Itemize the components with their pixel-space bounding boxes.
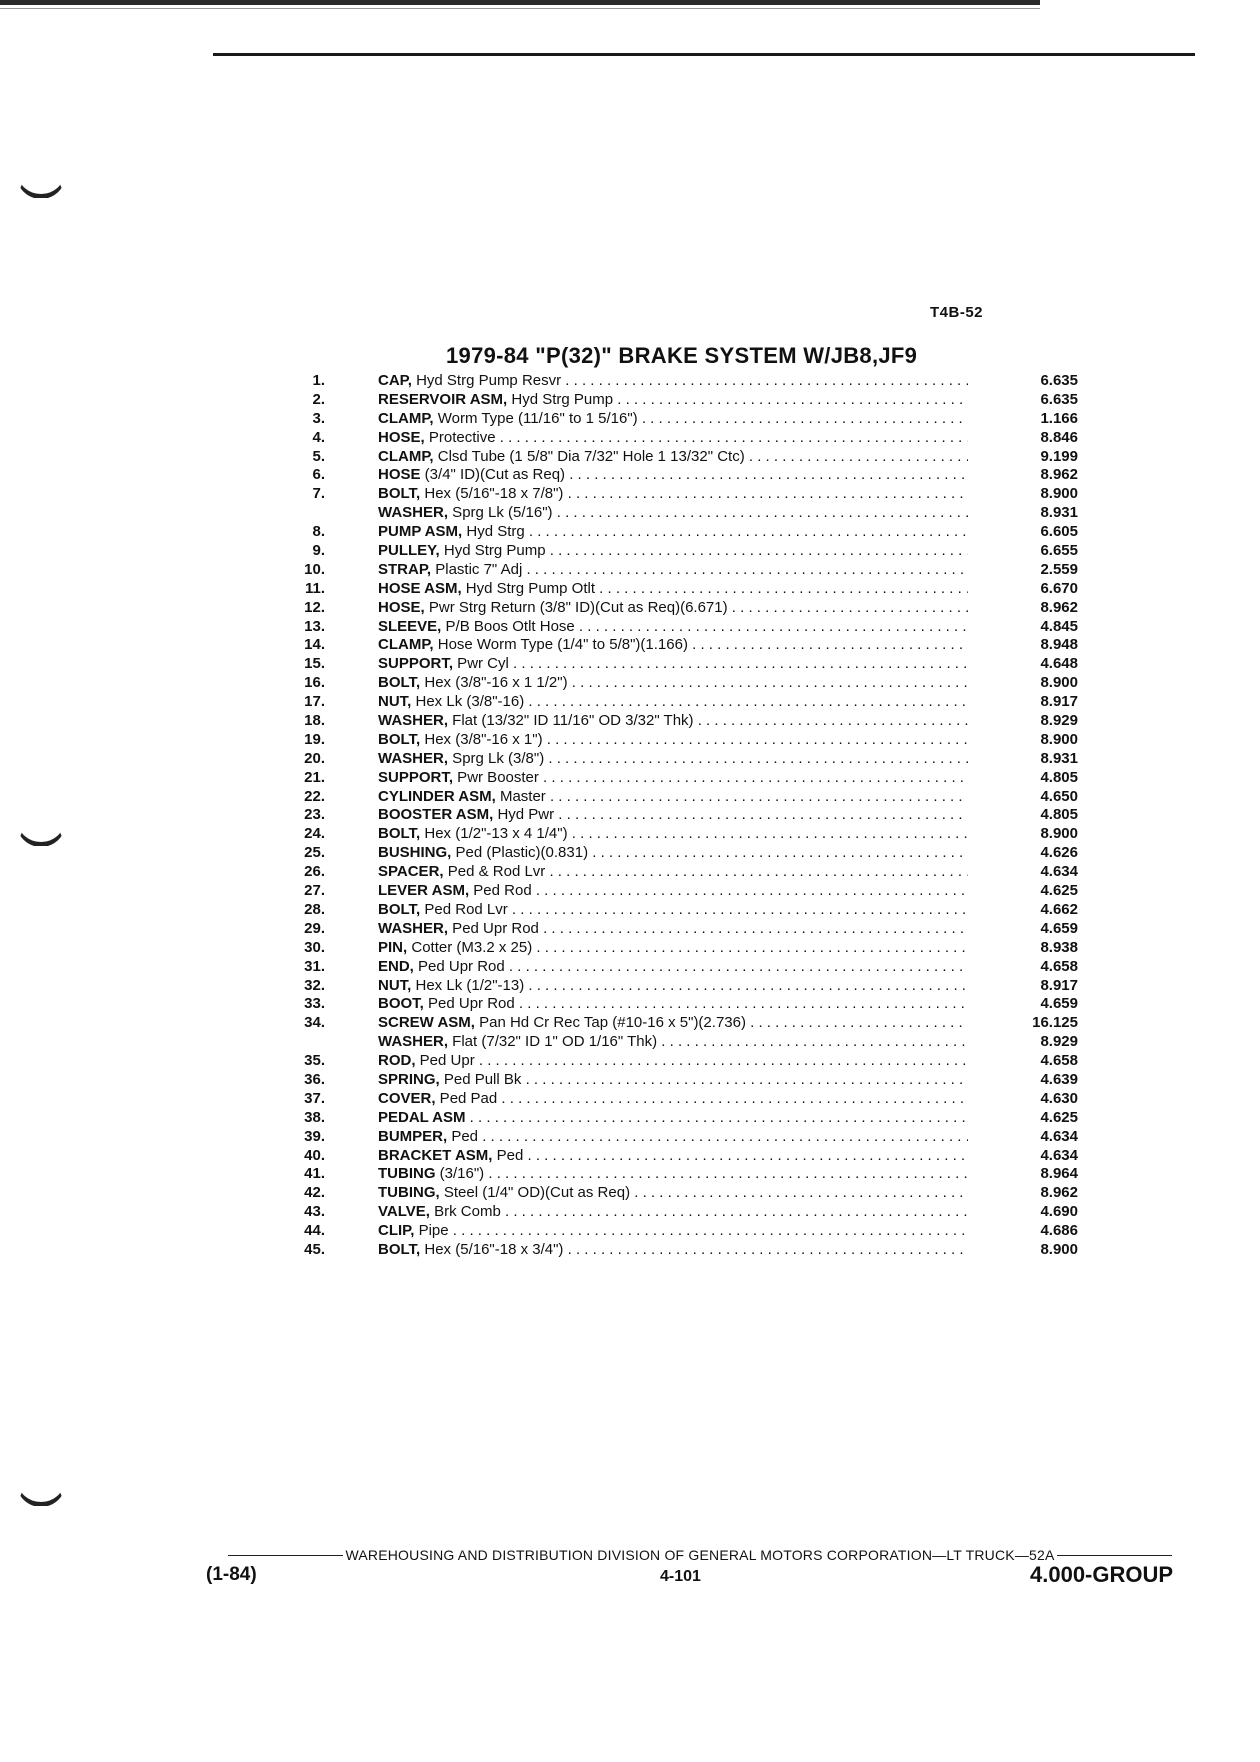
part-row: [270, 372, 1078, 391]
part-number: 32.: [304, 976, 325, 994]
part-number: 23.: [304, 806, 325, 824]
part-name: BOLT,: [378, 730, 421, 748]
part-name: PIN,: [378, 938, 408, 956]
part-number: 35.: [304, 1052, 325, 1070]
part-number: 15.: [304, 655, 325, 673]
part-row: [270, 1052, 1078, 1071]
part-description: [378, 769, 968, 788]
part-description: [378, 750, 968, 769]
footer-rule-right: [1057, 1555, 1172, 1556]
part-number: 10.: [304, 560, 325, 578]
part-number: 25.: [304, 844, 325, 862]
part-detail: Hex (5/16"-18 x 7/8"): [420, 485, 564, 503]
part-row: [270, 1014, 1078, 1033]
part-row: [270, 977, 1078, 996]
group-code: 6.670: [1040, 579, 1078, 597]
part-number: 19.: [304, 730, 325, 748]
part-number: 5.: [312, 447, 325, 465]
footer-group: 4.000-GROUP: [1030, 1562, 1174, 1587]
group-code: 8.900: [1040, 1240, 1078, 1258]
part-name: TUBING: [378, 1165, 436, 1183]
part-number: 27.: [304, 882, 325, 900]
group-code: 4.625: [1040, 882, 1078, 900]
part-name: CLAMP,: [378, 447, 434, 465]
part-name: SUPPORT,: [378, 768, 454, 786]
part-name: COVER,: [378, 1089, 436, 1107]
part-row: [270, 788, 1078, 807]
group-code: 8.900: [1040, 825, 1078, 843]
part-detail: Ped Upr Rod: [413, 957, 505, 975]
part-description: [378, 1128, 968, 1147]
part-number: 4.: [312, 428, 325, 446]
group-code: 8.931: [1040, 749, 1078, 767]
part-description: [378, 1165, 968, 1184]
part-number: 33.: [304, 995, 325, 1013]
part-description: [378, 542, 968, 561]
part-detail: Hyd Strg: [462, 523, 525, 541]
part-name: CLIP,: [378, 1222, 415, 1240]
part-row: [270, 655, 1078, 674]
part-description: [378, 844, 968, 863]
part-row: [270, 995, 1078, 1014]
part-number: 22.: [304, 787, 325, 805]
group-code: 8.900: [1040, 730, 1078, 748]
part-row: [270, 636, 1078, 655]
group-code: 8.962: [1040, 466, 1078, 484]
group-code: 8.917: [1040, 693, 1078, 711]
part-row: [270, 958, 1078, 977]
part-description: [378, 618, 968, 637]
group-code: 4.634: [1040, 1146, 1078, 1164]
part-number: 42.: [304, 1184, 325, 1202]
part-row: [270, 1033, 1078, 1052]
part-row: [270, 504, 1078, 523]
part-name: CYLINDER ASM,: [378, 787, 496, 805]
part-description: [378, 429, 968, 448]
group-code: 4.805: [1040, 806, 1078, 824]
part-description: [378, 1241, 968, 1260]
part-detail: Ped Pad: [435, 1089, 498, 1107]
group-code: 4.662: [1040, 900, 1078, 918]
part-row: [270, 712, 1078, 731]
part-description: [378, 410, 968, 429]
part-number: 17.: [304, 693, 325, 711]
part-row: [270, 1165, 1078, 1184]
group-code: 6.655: [1040, 542, 1078, 560]
part-number: 16.: [304, 674, 325, 692]
part-name: BOLT,: [378, 674, 421, 692]
part-detail: Ped & Rod Lvr: [443, 863, 546, 881]
group-code: 6.605: [1040, 523, 1078, 541]
part-number: 6.: [312, 466, 325, 484]
part-description: [378, 636, 968, 655]
part-name: WASHER,: [378, 749, 449, 767]
part-number: 12.: [304, 598, 325, 616]
part-row: [270, 901, 1078, 920]
part-detail: Pipe: [414, 1222, 449, 1240]
part-detail: Pwr Cyl: [453, 655, 509, 673]
part-number: 24.: [304, 825, 325, 843]
part-row: [270, 580, 1078, 599]
header-rule: [213, 53, 1195, 56]
part-name: BUSHING,: [378, 844, 452, 862]
part-description: [378, 1033, 968, 1052]
part-detail: Sprg Lk (5/16"): [448, 504, 553, 522]
binder-hole-mark: [12, 1480, 66, 1506]
footer-division-line: [228, 1547, 1172, 1563]
part-detail: Brk Comb: [429, 1203, 501, 1221]
part-description: [378, 939, 968, 958]
part-name: HOSE: [378, 466, 421, 484]
part-detail: Pwr Strg Return (3/8" ID)(Cut as Req)(6.671): [424, 598, 728, 616]
part-detail: Hex (1/2"-13 x 4 1/4"): [420, 825, 568, 843]
part-row: [270, 561, 1078, 580]
part-name: VALVE,: [378, 1203, 430, 1221]
part-description: [378, 1222, 968, 1241]
part-description: [378, 466, 968, 485]
part-detail: Hex (5/16"-18 x 3/4"): [420, 1240, 564, 1258]
part-detail: (3/4" ID)(Cut as Req): [420, 466, 566, 484]
part-name: BOOT,: [378, 995, 424, 1013]
part-detail: Clsd Tube (1 5/8" Dia 7/32" Hole 1 13/32" Ctc): [433, 447, 745, 465]
part-number: 45.: [304, 1240, 325, 1258]
part-row: [270, 1241, 1078, 1260]
part-name: BRACKET ASM,: [378, 1146, 493, 1164]
group-code: 4.686: [1040, 1222, 1078, 1240]
part-detail: Hyd Strg Pump Otlt: [461, 579, 595, 597]
part-number: 31.: [304, 957, 325, 975]
part-name: SLEEVE,: [378, 617, 442, 635]
part-name: WASHER,: [378, 1033, 449, 1051]
part-row: [270, 1147, 1078, 1166]
part-row: [270, 844, 1078, 863]
part-name: TUBING,: [378, 1184, 440, 1202]
part-row: [270, 1090, 1078, 1109]
part-name: NUT,: [378, 976, 412, 994]
group-code: 4.658: [1040, 957, 1078, 975]
part-name: CLAMP,: [378, 409, 434, 427]
part-detail: Ped Pull Bk: [439, 1070, 522, 1088]
part-number: 7.: [312, 485, 325, 503]
part-detail: Hyd Strg Pump Resvr: [411, 372, 562, 389]
part-row: [270, 1128, 1078, 1147]
part-detail: Steel (1/4" OD)(Cut as Req): [439, 1184, 631, 1202]
part-row: [270, 410, 1078, 429]
part-row: [270, 448, 1078, 467]
part-name: BOLT,: [378, 825, 421, 843]
group-code: 8.929: [1040, 1033, 1078, 1051]
group-code: 8.962: [1040, 598, 1078, 616]
part-detail: Ped (Plastic)(0.831): [451, 844, 589, 862]
footer-date: (1-84): [206, 1564, 257, 1585]
group-code: 8.900: [1040, 674, 1078, 692]
group-code: 4.625: [1040, 1108, 1078, 1126]
group-code: 4.648: [1040, 655, 1078, 673]
part-name: PULLEY,: [378, 542, 440, 560]
part-name: PUMP ASM,: [378, 523, 463, 541]
part-detail: Worm Type (11/16" to 1 5/16"): [433, 409, 638, 427]
part-row: [270, 1222, 1078, 1241]
part-description: [378, 882, 968, 901]
part-row: [270, 1109, 1078, 1128]
page-top-edge-shadow: [0, 8, 1040, 9]
part-number: 30.: [304, 938, 325, 956]
part-description: [378, 806, 968, 825]
part-description: [378, 693, 968, 712]
group-code: 4.658: [1040, 1052, 1078, 1070]
part-detail: Hose Worm Type (1/4" to 5/8")(1.166): [433, 636, 688, 654]
part-detail: Pwr Booster: [453, 768, 539, 786]
part-name: BUMPER,: [378, 1127, 448, 1145]
footer-division: WAREHOUSING AND DISTRIBUTION DIVISION OF GENERAL MOTORS CORPORATION—LT TRUCK—52A: [345, 1547, 1055, 1563]
part-description: [378, 1014, 968, 1033]
part-description: [378, 731, 968, 750]
part-name: SPACER,: [378, 863, 444, 881]
part-row: [270, 523, 1078, 542]
part-detail: Hex Lk (1/2"-13): [411, 976, 525, 994]
part-row: [270, 731, 1078, 750]
part-number: 21.: [304, 768, 325, 786]
part-name: BOLT,: [378, 900, 421, 918]
part-description: [378, 372, 968, 391]
part-description: [378, 1109, 968, 1128]
part-number: 2.: [312, 390, 325, 408]
part-number: 13.: [304, 617, 325, 635]
part-name: BOLT,: [378, 485, 421, 503]
part-row: [270, 939, 1078, 958]
binder-hole-mark: [12, 820, 66, 846]
page-title: 1979-84 "P(32)" BRAKE SYSTEM W/JB8,JF9: [446, 343, 918, 368]
part-number: 36.: [304, 1070, 325, 1088]
group-code: 4.690: [1040, 1203, 1078, 1221]
group-code: 4.805: [1040, 768, 1078, 786]
part-number: 11.: [304, 579, 325, 597]
part-row: [270, 618, 1078, 637]
part-detail: Hex (3/8"-16 x 1 1/2"): [420, 674, 568, 692]
group-code: 4.634: [1040, 1127, 1078, 1145]
part-description: [378, 655, 968, 674]
part-detail: Cotter (M3.2 x 25): [407, 938, 533, 956]
group-code: 4.659: [1040, 919, 1078, 937]
part-description: [378, 1090, 968, 1109]
part-name: WASHER,: [378, 504, 449, 522]
part-row: [270, 825, 1078, 844]
group-code: 8.962: [1040, 1184, 1078, 1202]
group-code: 6.635: [1040, 372, 1078, 389]
group-code: 4.650: [1040, 787, 1078, 805]
part-number: 44.: [304, 1222, 325, 1240]
part-description: [378, 1052, 968, 1071]
part-detail: Hex (3/8"-16 x 1"): [420, 730, 543, 748]
part-name: HOSE,: [378, 428, 425, 446]
part-detail: Hyd Strg Pump: [439, 542, 546, 560]
part-description: [378, 920, 968, 939]
group-code: 1.166: [1040, 409, 1078, 427]
part-description: [378, 391, 968, 410]
part-detail: Ped Rod Lvr: [420, 900, 508, 918]
group-code: 4.639: [1040, 1070, 1078, 1088]
part-row: [270, 599, 1078, 618]
part-name: WASHER,: [378, 919, 449, 937]
part-name: HOSE ASM,: [378, 579, 462, 597]
part-description: [378, 958, 968, 977]
part-name: SCREW ASM,: [378, 1014, 475, 1032]
group-code: 16.125: [1032, 1014, 1078, 1032]
part-detail: Ped: [447, 1127, 479, 1145]
part-description: [378, 977, 968, 996]
part-row: [270, 429, 1078, 448]
part-number: 1.: [312, 372, 325, 389]
part-number: 37.: [304, 1089, 325, 1107]
part-name: HOSE,: [378, 598, 425, 616]
part-detail: Ped Rod: [469, 882, 532, 900]
part-row: [270, 485, 1078, 504]
part-row: [270, 1203, 1078, 1222]
group-code: 4.626: [1040, 844, 1078, 862]
part-detail: Flat (7/32" ID 1" OD 1/16" Thk): [448, 1033, 658, 1051]
group-code: 8.929: [1040, 712, 1078, 730]
part-number: 41.: [304, 1165, 325, 1183]
group-code: 8.938: [1040, 938, 1078, 956]
part-number: 34.: [304, 1014, 325, 1032]
part-description: [378, 1203, 968, 1222]
part-description: [378, 504, 968, 523]
footer-page-number: 4-101: [660, 1568, 701, 1585]
group-code: 4.659: [1040, 995, 1078, 1013]
part-row: [270, 693, 1078, 712]
part-name: CLAMP,: [378, 636, 434, 654]
binder-hole-mark: [12, 172, 66, 198]
part-number: 43.: [304, 1203, 325, 1221]
part-description: [378, 561, 968, 580]
part-detail: Master: [495, 787, 546, 805]
group-code: 6.635: [1040, 390, 1078, 408]
part-detail: Hyd Pwr: [493, 806, 555, 824]
part-number: 8.: [312, 523, 325, 541]
part-name: LEVER ASM,: [378, 882, 470, 900]
group-code: 8.948: [1040, 636, 1078, 654]
group-code: 4.845: [1040, 617, 1078, 635]
part-number: 3.: [312, 409, 325, 427]
part-number: 9.: [312, 542, 325, 560]
part-detail: Pan Hd Cr Rec Tap (#10-16 x 5")(2.736): [474, 1014, 746, 1032]
part-description: [378, 599, 968, 618]
group-code: 8.917: [1040, 976, 1078, 994]
part-description: [378, 1184, 968, 1203]
part-name: SPRING,: [378, 1070, 440, 1088]
part-description: [378, 523, 968, 542]
part-row: [270, 1184, 1078, 1203]
part-name: END,: [378, 957, 414, 975]
part-description: [378, 448, 968, 467]
part-name: BOLT,: [378, 1240, 421, 1258]
part-description: [378, 1147, 968, 1166]
part-name: STRAP,: [378, 560, 432, 578]
part-number: 14.: [304, 636, 325, 654]
part-row: [270, 863, 1078, 882]
part-description: [378, 674, 968, 693]
part-detail: Hyd Strg Pump: [507, 390, 614, 408]
part-detail: P/B Boos Otlt Hose: [441, 617, 575, 635]
group-code: 8.931: [1040, 504, 1078, 522]
part-description: [378, 1071, 968, 1090]
group-code: 8.846: [1040, 428, 1078, 446]
part-number: 29.: [304, 919, 325, 937]
part-name: RESERVOIR ASM,: [378, 390, 508, 408]
part-number: 28.: [304, 900, 325, 918]
part-name: CAP,: [378, 372, 412, 389]
part-number: 18.: [304, 712, 325, 730]
group-code: 2.559: [1040, 560, 1078, 578]
part-row: [270, 674, 1078, 693]
part-row: [270, 920, 1078, 939]
part-number: 38.: [304, 1108, 325, 1126]
part-row: [270, 391, 1078, 410]
part-number: 40.: [304, 1146, 325, 1164]
part-detail: Hex Lk (3/8"-16): [411, 693, 525, 711]
group-code: 8.900: [1040, 485, 1078, 503]
part-row: [270, 882, 1078, 901]
group-code: 4.630: [1040, 1089, 1078, 1107]
part-detail: Sprg Lk (3/8"): [448, 749, 545, 767]
page-top-edge: [0, 0, 1040, 5]
part-name: NUT,: [378, 693, 412, 711]
group-code: 8.964: [1040, 1165, 1078, 1183]
part-description: [378, 863, 968, 882]
part-description: [378, 580, 968, 599]
part-number: 26.: [304, 863, 325, 881]
part-description: [378, 901, 968, 920]
group-code: 4.634: [1040, 863, 1078, 881]
part-row: [270, 806, 1078, 825]
part-row: [270, 750, 1078, 769]
part-row: [270, 542, 1078, 561]
part-detail: Flat (13/32" ID 11/16" OD 3/32" Thk): [448, 712, 694, 730]
part-detail: Ped Upr: [415, 1052, 475, 1070]
part-number: 39.: [304, 1127, 325, 1145]
parts-list: [270, 372, 1078, 1260]
part-description: [378, 485, 968, 504]
page-code: T4B-52: [930, 304, 984, 321]
part-row: [270, 466, 1078, 485]
part-description: [378, 712, 968, 731]
part-name: ROD,: [378, 1052, 416, 1070]
part-name: WASHER,: [378, 712, 449, 730]
part-number: 20.: [304, 749, 325, 767]
part-name: SUPPORT,: [378, 655, 454, 673]
part-detail: Ped: [492, 1146, 524, 1164]
part-name: PEDAL ASM: [378, 1108, 466, 1126]
part-description: [378, 825, 968, 844]
part-detail: Ped Upr Rod: [423, 995, 515, 1013]
part-description: [378, 995, 968, 1014]
part-detail: (3/16"): [435, 1165, 485, 1183]
part-name: BOOSTER ASM,: [378, 806, 494, 824]
part-detail: Plastic 7" Adj: [431, 560, 523, 578]
part-row: [270, 769, 1078, 788]
part-detail: Ped Upr Rod: [448, 919, 539, 937]
part-description: [378, 788, 968, 807]
group-code: 9.199: [1040, 447, 1078, 465]
part-detail: Protective: [424, 428, 496, 446]
footer-rule-left: [228, 1555, 343, 1556]
part-row: [270, 1071, 1078, 1090]
